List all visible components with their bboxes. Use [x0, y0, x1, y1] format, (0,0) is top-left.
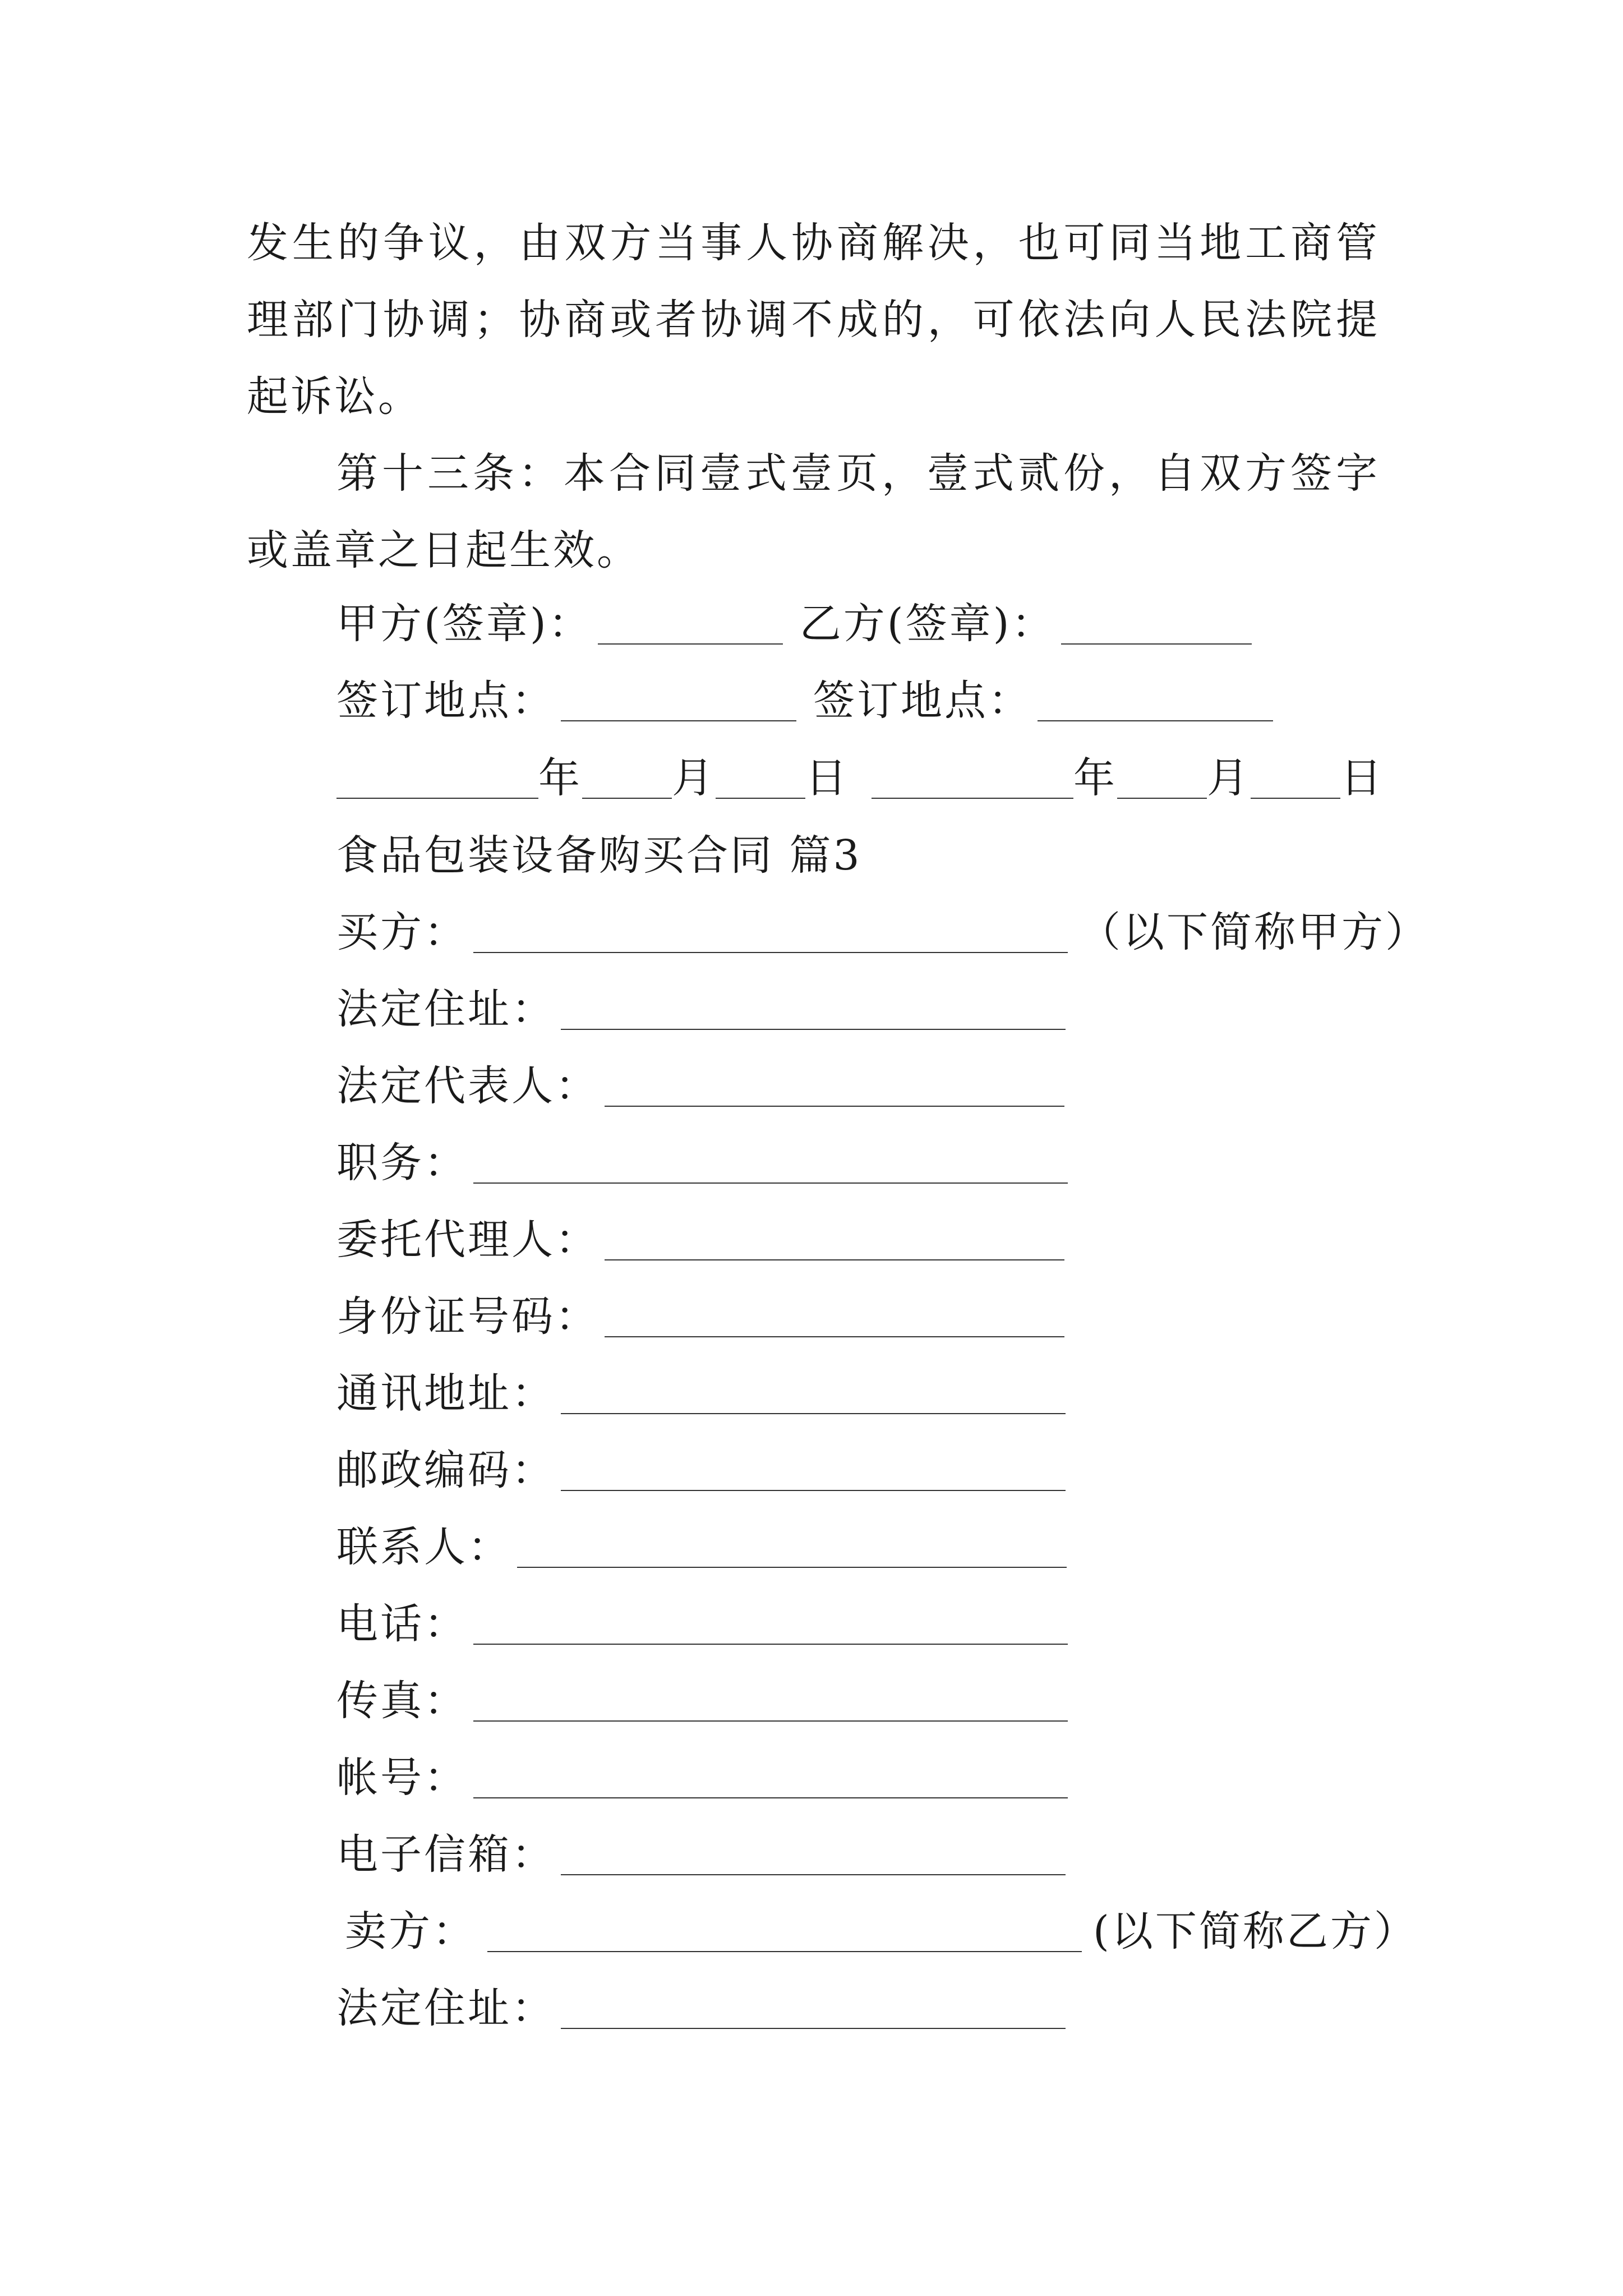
buyer-field-row	[336, 1754, 1068, 1802]
section-title-row	[336, 831, 862, 880]
party-a-signature-label: 甲方(签章)：	[336, 600, 592, 648]
buyer-mailing-address-blank[interactable]	[561, 1379, 1066, 1414]
buyer-blank[interactable]	[473, 918, 1068, 953]
buyer-field-row	[336, 1677, 1068, 1725]
signature-row	[336, 600, 1252, 648]
party-b-day-label: 日	[1340, 754, 1384, 802]
buyer-email-blank[interactable]	[561, 1841, 1066, 1875]
party-a-place-blank[interactable]	[561, 687, 796, 721]
buyer-field-label: 委托代理人：	[336, 1216, 599, 1264]
buyer-field-row	[336, 1830, 1066, 1879]
party-b-year-blank[interactable]	[872, 764, 1073, 799]
buyer-field-label: 传真：	[336, 1677, 468, 1725]
party-a-year-blank[interactable]	[336, 764, 538, 799]
signing-place-row	[336, 677, 1273, 725]
seller-row	[345, 1907, 1418, 1955]
buyer-field-label: 通讯地址：	[336, 1369, 555, 1418]
buyer-row	[336, 908, 1429, 956]
buyer-position-blank[interactable]	[473, 1149, 1068, 1184]
buyer-fax-blank[interactable]	[473, 1687, 1068, 1722]
party-a-place-label: 签订地点：	[336, 677, 555, 725]
buyer-legal-rep-blank[interactable]	[605, 1072, 1064, 1107]
paragraph-article-13: 第十三条：本合同壹式壹页，壹式贰份，自双方签字或盖章之日起生效。	[247, 449, 1380, 574]
buyer-field-label: 电话：	[336, 1600, 468, 1648]
buyer-field-row	[336, 1292, 1064, 1341]
party-a-year-label: 年	[538, 754, 582, 802]
buyer-field-label: 联系人：	[336, 1523, 511, 1571]
party-b-signature-label: 乙方(签章)：	[799, 600, 1055, 648]
buyer-label: 买方：	[336, 908, 468, 956]
buyer-postcode-blank[interactable]	[561, 1456, 1066, 1491]
party-a-month-blank[interactable]	[582, 764, 672, 799]
signing-date-row	[336, 754, 1384, 802]
buyer-field-row	[336, 1062, 1064, 1110]
seller-field-row	[336, 1984, 1066, 2032]
buyer-field-row	[336, 1446, 1066, 1494]
buyer-alias-note: （以下简称甲方）	[1079, 908, 1429, 956]
buyer-phone-blank[interactable]	[473, 1610, 1068, 1645]
buyer-field-row	[336, 985, 1066, 1033]
buyer-field-row	[336, 1139, 1068, 1187]
buyer-agent-blank[interactable]	[605, 1226, 1064, 1260]
party-b-place-blank[interactable]	[1038, 687, 1273, 721]
party-b-month-blank[interactable]	[1117, 764, 1207, 799]
buyer-field-row	[336, 1523, 1067, 1571]
seller-label: 卖方：	[345, 1907, 476, 1955]
paragraph-dispute: 发生的争议，由双方当事人协商解决，也可同当地工商管理部门协调；协商或者协调不成的，可依法向人民法院提起诉讼。	[247, 219, 1380, 421]
party-b-year-label: 年	[1073, 754, 1117, 802]
buyer-field-label: 身份证号码：	[336, 1292, 599, 1341]
seller-field-label: 法定住址：	[336, 1984, 555, 2032]
buyer-field-label: 电子信箱：	[336, 1830, 555, 1879]
seller-alias-note: (以下简称乙方）	[1093, 1907, 1418, 1955]
buyer-address-blank[interactable]	[561, 995, 1066, 1030]
party-b-day-blank[interactable]	[1251, 764, 1340, 799]
buyer-field-row	[336, 1216, 1064, 1264]
seller-blank[interactable]	[487, 1917, 1082, 1952]
buyer-account-blank[interactable]	[473, 1764, 1068, 1798]
party-b-signature-blank[interactable]	[1061, 610, 1252, 645]
party-b-place-label: 签订地点：	[813, 677, 1032, 725]
party-a-day-blank[interactable]	[716, 764, 805, 799]
buyer-contact-blank[interactable]	[517, 1533, 1067, 1568]
buyer-field-label: 职务：	[336, 1139, 468, 1187]
buyer-field-row	[336, 1600, 1068, 1648]
buyer-field-row	[336, 1369, 1066, 1418]
seller-address-blank[interactable]	[561, 1994, 1066, 2029]
section-title: 食品包装设备购买合同 篇3	[336, 831, 862, 880]
party-a-month-label: 月	[672, 754, 716, 802]
party-a-day-label: 日	[805, 754, 849, 802]
party-a-signature-blank[interactable]	[598, 610, 783, 645]
buyer-field-label: 帐号：	[336, 1754, 468, 1802]
buyer-field-label: 法定代表人：	[336, 1062, 599, 1110]
buyer-field-label: 法定住址：	[336, 985, 555, 1033]
buyer-field-label: 邮政编码：	[336, 1446, 555, 1494]
party-b-month-label: 月	[1207, 754, 1251, 802]
buyer-id-number-blank[interactable]	[605, 1303, 1064, 1337]
